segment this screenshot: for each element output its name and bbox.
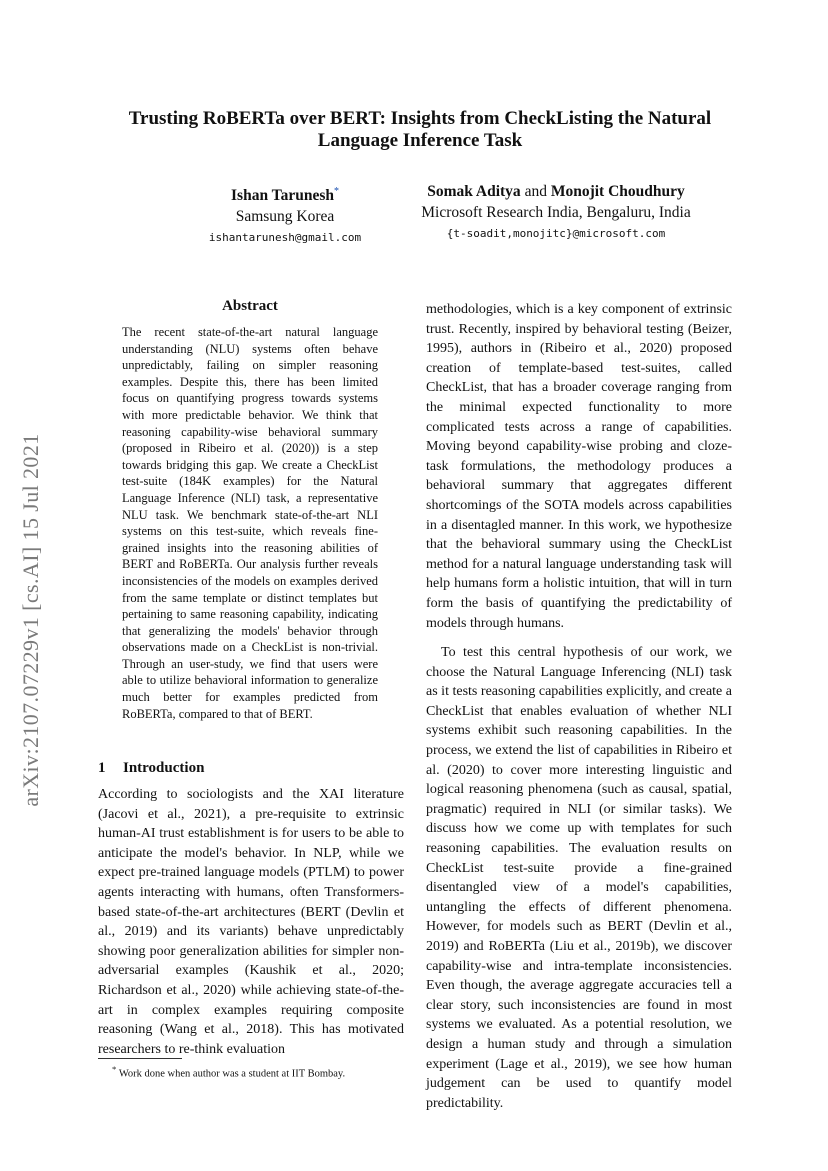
- author-affiliation: Samsung Korea: [235, 208, 335, 226]
- abstract-text: The recent state-of-the-art natural language understanding (NLU) systems often behave unpredictably, failing on simpler reasoning examples. Despite this, there has been limited focus on quantifying progress towards systems with more predictable behavior. We think that reasoning capability-wise behavioral summary (proposed in Ribeiro et al. (2020)) is a step towards bridging this gap. We create a CheckList test-suite (184K examples) for the Natural Language Inference (NLI) task, a representative NLU task. We benchmark state-of-the-art NLI systems on this test-suite, which reveals fine-grained insights into the reasoning abilities of BERT and RoBERTa. Our analysis further reveals inconsistencies of the models on examples derived from the same template or distinct templates but pertaining to same reasoning capability, indicating that generalizing the models' behavior through observations made on a CheckList is non-trivial. Through an user-study, we find that users were able to utilize behavioral information to generalize much better for examples predicted from RoBERTa, compared to that of BERT.: [122, 325, 378, 721]
- right-paragraph-1: methodologies, which is a key component of extrinsic trust. Recently, inspired by behavioral testing (Beizer, 1995), authors in (Ribeiro et al., 2020) proposed creation of template-based test-suites, called CheckList, that has a broader coverage ranging from the minimal expected functionality to more complicated tests across a range of capabilities. Moving beyond capability-wise probing and cloze-task formulations, the methodology produces a behavioral summary that aggregates different shortcomings of the SOTA models across capabilities in a disentagled manner. In this work, we hypothesize that the behavioral summary using the CheckList method for a natural language understanding task will help humans form a holistic intuition, that will in turn form the basis of quantifying the predictability of models through humans.: [426, 302, 732, 631]
- title-line-1: Trusting RoBERTa over BERT: Insights from CheckListing the Natural: [128, 108, 712, 129]
- author-block-2: [396, 181, 716, 245]
- author-affiliation: Microsoft Research India, Bengaluru, India: [421, 204, 691, 221]
- abstract-section: [122, 298, 378, 722]
- author-names: Somak Aditya and Monojit Choudhury: [427, 183, 685, 200]
- title-line-2: Language Inference Task: [317, 130, 523, 151]
- footnote-rule: [98, 1058, 182, 1059]
- footnote: * Work done when author was a student at IIT Bombay.: [112, 1064, 346, 1080]
- author-block-1: [180, 181, 390, 249]
- arxiv-stamp-text: arXiv:2107.07229v1 [cs.AI] 15 Jul 2021: [18, 433, 43, 807]
- author-footnote-mark[interactable]: *: [333, 186, 339, 197]
- right-column: [426, 300, 732, 1113]
- author-email: {t-soadit,monojitc}@microsoft.com: [446, 227, 666, 240]
- section-heading: 1 Introduction: [98, 760, 205, 776]
- paper-title: [60, 108, 780, 152]
- author-name: Ishan Tarunesh*: [231, 186, 339, 205]
- author-email: ishantarunesh@gmail.com: [208, 231, 362, 245]
- arxiv-stamp: [6, 380, 56, 860]
- right-paragraph-2: To test this central hypothesis of our work, we choose the Natural Language Inferencing (NLI) task as it tests reasoning capabilities explicitly, and create a CheckList that enables evaluation of whether NLI systems exhibit such reasoning capabilities. In the process, we extend the list of capabilities in Ribeiro et al. (2020) to cover more interesting linguistic and logical reasoning phenomena (such as causal, spatial, pragmatic) required in NLI (or similar tasks). We discuss how we come up with templates for such reasoning capabilities. The evaluation results on CheckList test-suite provide a fine-grained disentangled view of a model's capabilities, untangling the effects of different phenomena. However, for models such as BERT (Devlin et al., 2019) and RoBERTa (Liu et al., 2019b), we discover capability-wise and intra-template inconsistencies. Even though, the average aggregate accuracies tell a clear story, such inconsistencies are found in most systems we evaluated. As a potential resolution, we design a human study and through a simulation experiment (Lage et al., 2019), we see how human judgement can be used to quantify model predictability.: [426, 645, 732, 1111]
- introduction-section: [98, 760, 404, 1059]
- abstract-heading: Abstract: [222, 298, 278, 314]
- intro-paragraph: According to sociologists and the XAI literature (Jacovi et al., 2021), a pre-requisite to extrinsic human-AI trust establishment is for users to be able to anticipate the model's behavior. In NLP, while we expect pre-trained language models (PTLM) to power agents interacting with humans, often Transformers-based state-of-the-art architectures (BERT (Devlin et al., 2019) and its variants) behave unpredictably showing poor generalization abilities for simpler non-adversarial examples (Kaushik et al., 2020; Richardson et al., 2020) while achieving state-of-the-art in complex examples requiring composite reasoning (Wang et al., 2018). This has motivated researchers to re-think evaluation: [98, 787, 404, 1057]
